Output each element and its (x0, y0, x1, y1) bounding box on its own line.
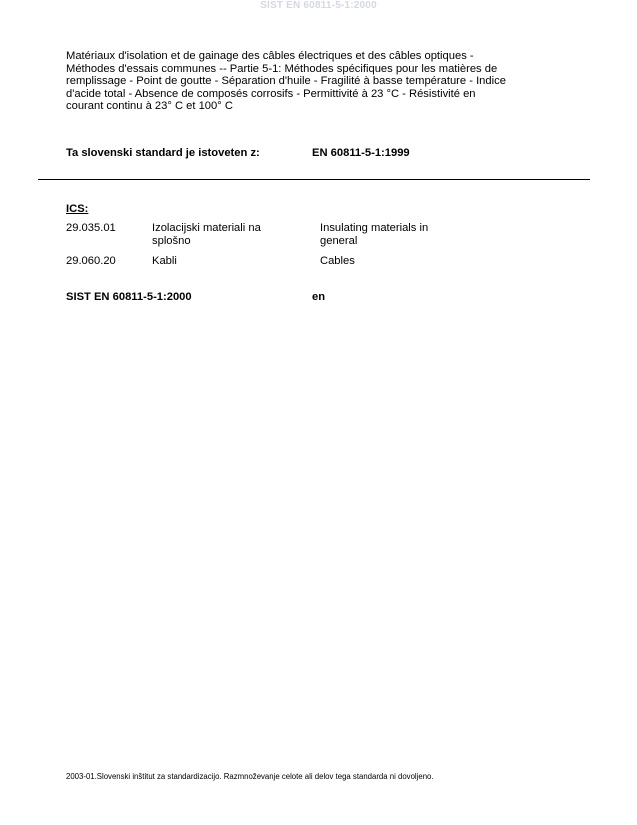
copyright-footer: 2003-01.Slovenski inštitut za standardizacijo. Razmnoževanje celote ali delov tega standarda ni dovoljeno. (66, 772, 434, 781)
language-code: en (312, 291, 326, 303)
ics-description-en-line: general (320, 234, 358, 247)
ics-heading: ICS: (66, 203, 89, 215)
title-line: Matériaux d'isolation et de gainage des câbles électriques et des câbles optiques - (66, 50, 474, 62)
ics-description-en-line: Cables (320, 255, 355, 267)
ics-code: 29.035.01 (66, 222, 116, 234)
ics-description-sl-line: Kabli (152, 255, 177, 267)
identical-label: Ta slovenski standard je istoveten z: (66, 147, 260, 159)
title-line: d'acide total - Absence de composés corrosifs - Permittivité à 23 °C - Résistivité en (66, 87, 476, 100)
ics-description-sl (152, 222, 261, 247)
identical-value: EN 60811-5-1:1999 (312, 147, 410, 159)
ics-description-en-line: Insulating materials in (320, 222, 429, 234)
ics-description-en (320, 255, 355, 268)
ics-description-sl (152, 255, 177, 268)
ics-description-en (320, 222, 428, 247)
ics-code: 29.060.20 (66, 255, 116, 267)
separator-rule (38, 179, 590, 180)
document-id-header: SIST EN 60811-5-1:2000 (260, 0, 377, 11)
title-line: remplissage - Point de goutte - Séparation d'huile - Fragilité à basse température - Indice (66, 75, 506, 88)
ics-description-sl-line: splošno (152, 234, 191, 247)
title-line: Méthodes d'essais communes -- Partie 5-1: Méthodes spécifiques pour les matières de (66, 62, 498, 75)
ics-description-sl-line: Izolacijski materiali na (152, 222, 261, 234)
title-line: courant continu à 23° C et 100° C (66, 100, 233, 113)
standard-designation: SIST EN 60811-5-1:2000 (66, 291, 192, 303)
document-title (66, 50, 566, 113)
